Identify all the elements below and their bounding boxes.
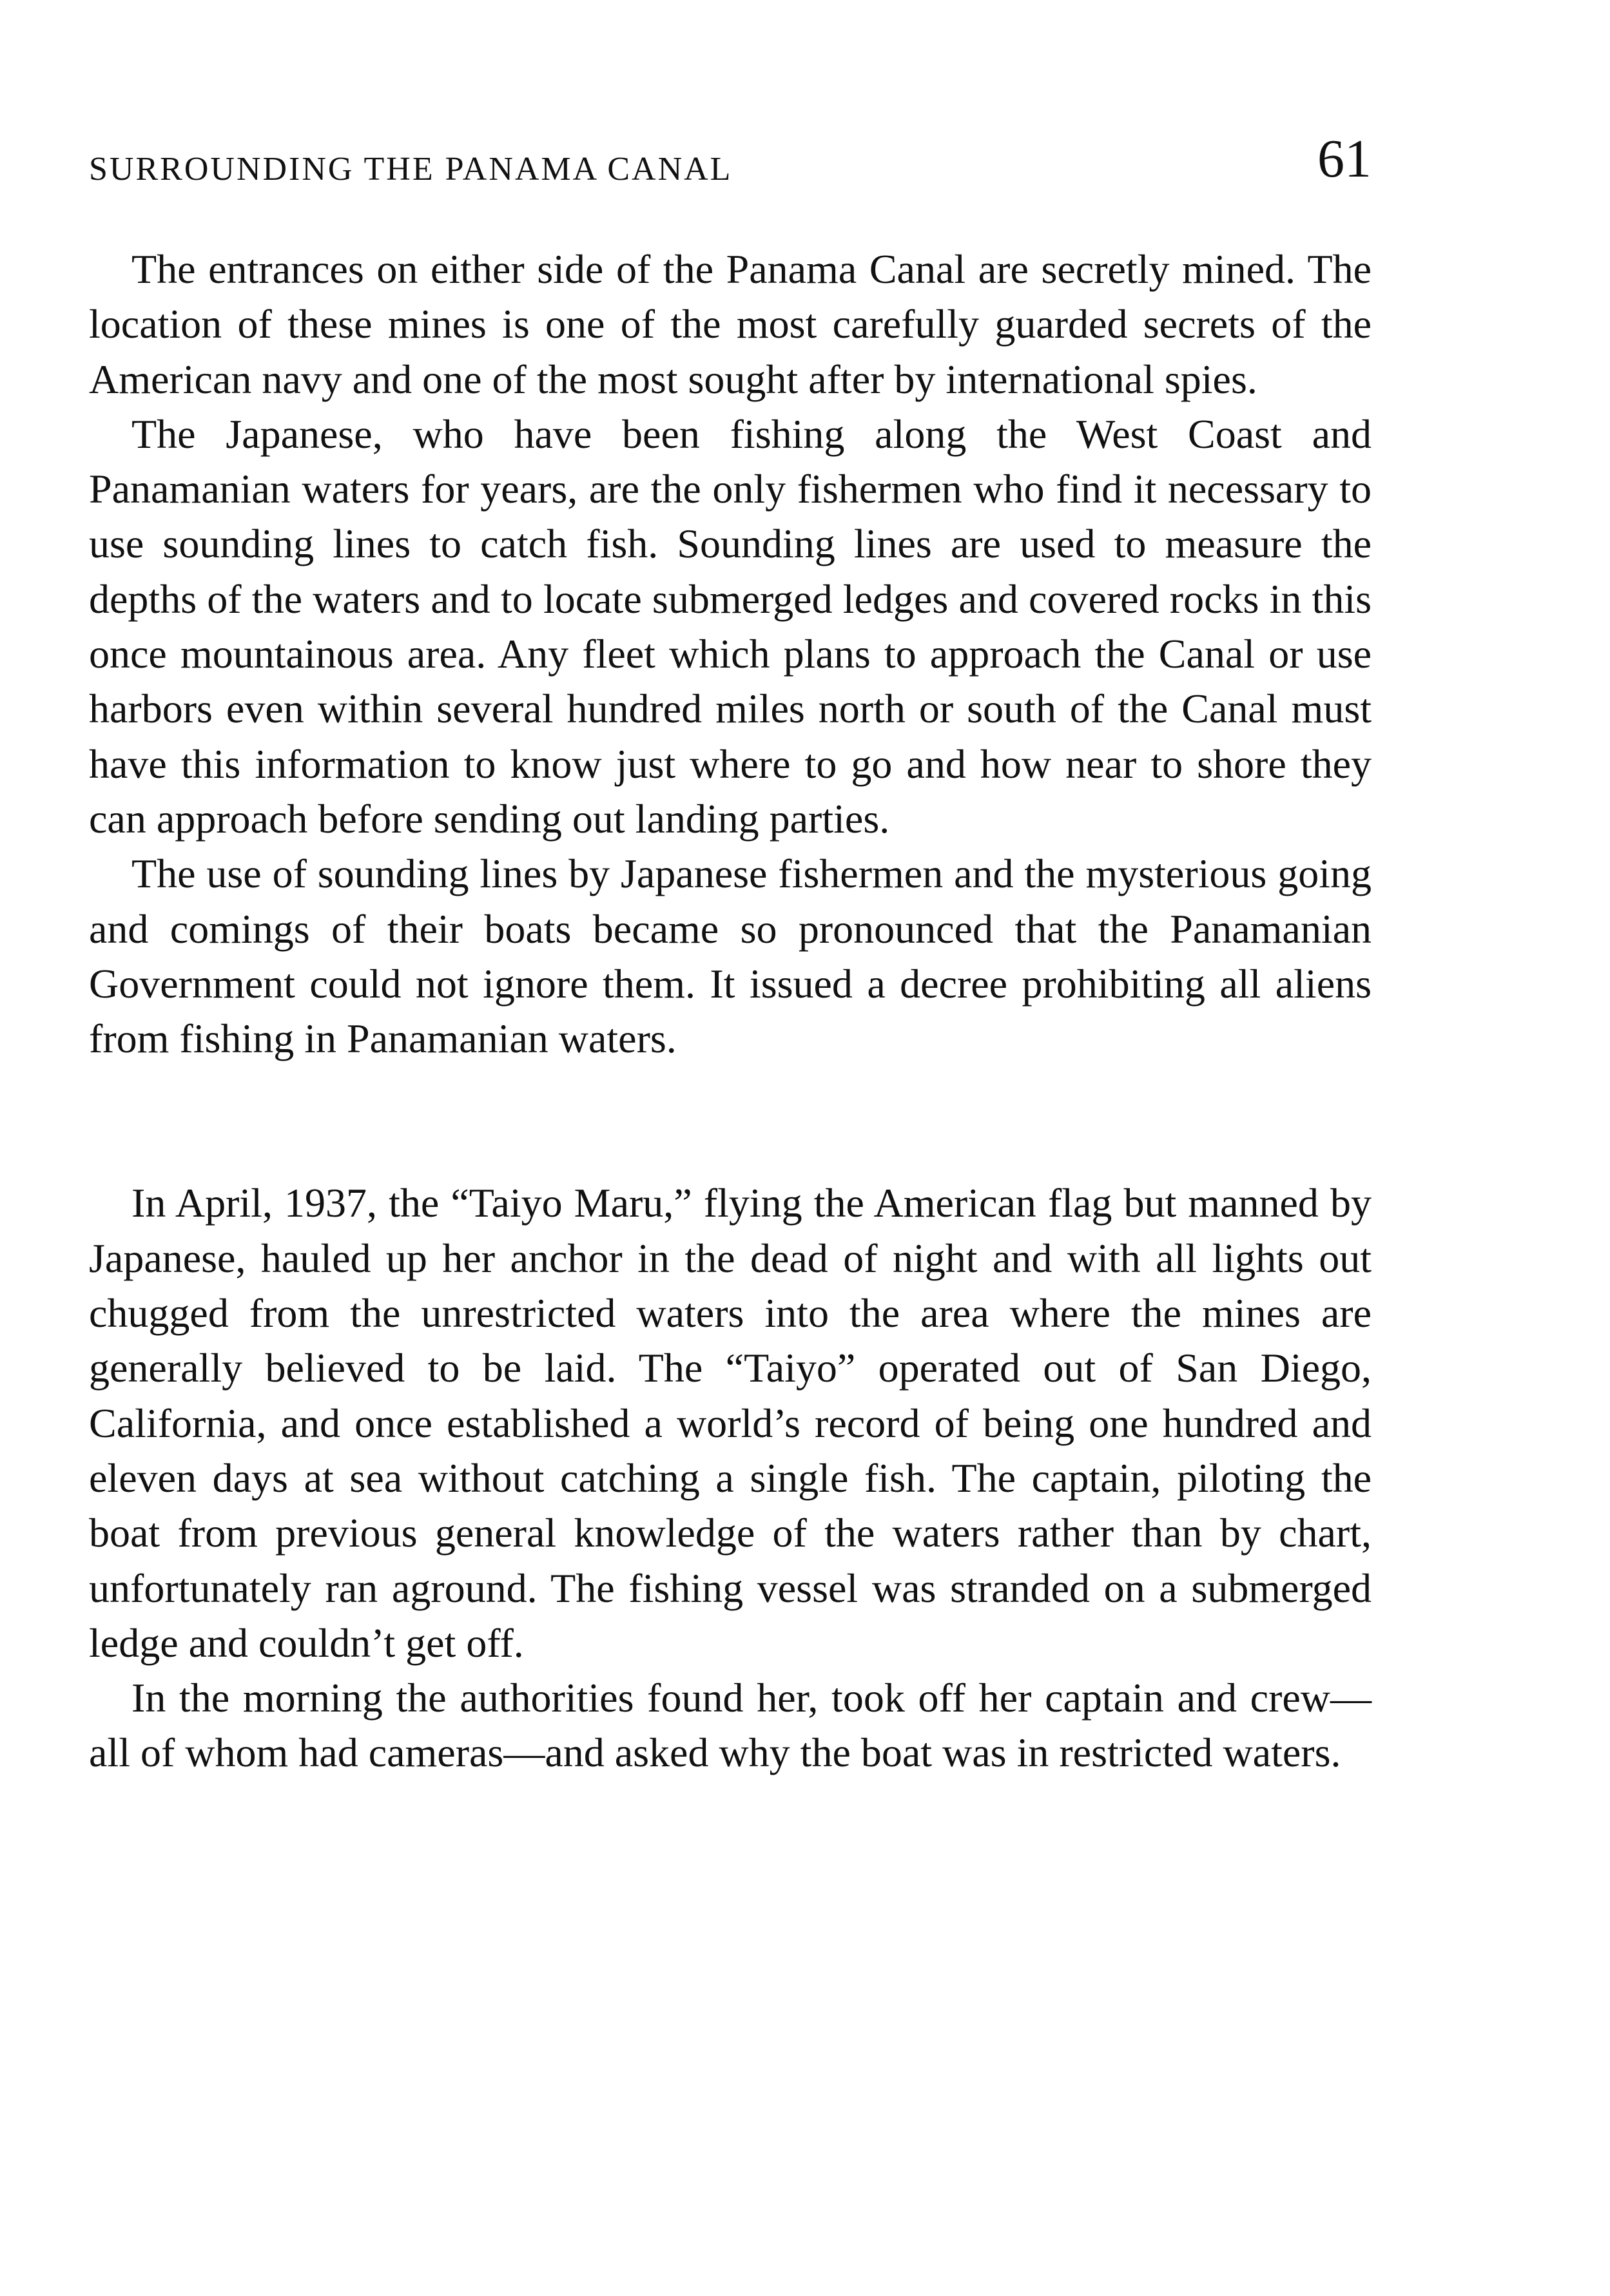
body-text [89, 242, 1372, 1780]
running-head [89, 129, 1372, 203]
running-title: SURROUNDING THE PANAMA CANAL [89, 151, 733, 188]
paragraph-sounding-lines: The Japanese, who have been fishing along the West Coast and Panamanian waters for years, are the only fishermen who find it necessary to use sounding lines to catch fish. Sounding lines are used to measure the depths of the waters and to locate submerged ledges and covered rocks in this once mountainous area. Any fleet which plans to approach the Canal or use harbors even within several hundred miles north or south of the Canal must have this information to know just where to go and how near to shore they can approach before sending out landing parties. [89, 410, 1372, 842]
paragraph-taiyo-maru: In April, 1937, the “Taiyo Maru,” flying the American flag but manned by Japanese, hauled up her anchor in the dead of night and with all lights out chugged from the unrestricted waters into the area where the mines are generally believed to be laid. The “Taiyo” operated out of San Diego, California, and once established a world’s record of being one hundred and eleven days at sea without catching a single fish. The captain, piloting the boat from previous general knowledge of the waters rather than by chart, unfortunately ran aground. The fishing vessel was stranded on a submerged ledge and couldn’t get off. [89, 1180, 1372, 1666]
paragraph-mines-secret: The entrances on either side of the Panama Canal are secretly mined. The location of these mines is one of the most carefully guarded secrets of the American navy and one of the most sought after by international spies. [89, 246, 1372, 402]
page-number: 61 [1317, 129, 1372, 189]
paragraph-morning-authorities: In the morning the authorities found her, took off her captain and crew—all of whom had cameras—and asked why the boat was in restricted waters. [89, 1675, 1372, 1776]
paragraph-decree: The use of sounding lines by Japanese fishermen and the mysterious going and comings of their boats became so pronounced that the Panamanian Government could not ignore them. It issued a decree prohibiting all aliens from fishing in Panamanian waters. [89, 851, 1372, 1062]
